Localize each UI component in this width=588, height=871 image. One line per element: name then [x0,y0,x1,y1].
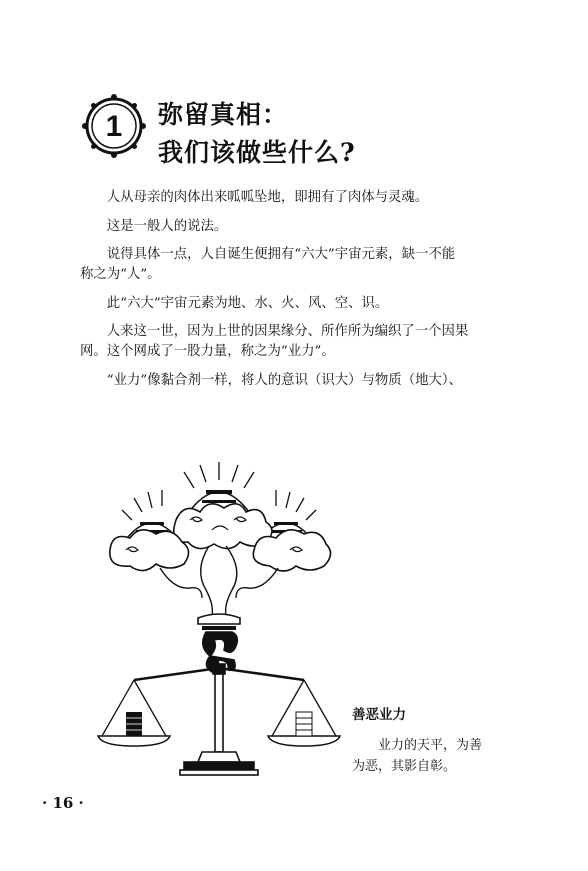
chapter-title-line2: 我们该做些什么? [158,138,356,167]
paragraph: 此“六大”宇宙元素为地、水、火、风、空、识。 [106,295,389,311]
paragraph: 这是一般人的说法。 [106,218,228,234]
page-number: · 16 · [42,794,84,812]
body-text [80,188,516,399]
paragraph: “业力”像黏合剂一样，将人的意识（识大）与物质（地大）、 [106,372,462,388]
illustration-caption [352,705,492,777]
paragraph-continuation: 网。这个网成了一股力量，称之为“业力”。 [80,344,335,359]
paragraph-continuation: 称之为“人”。 [80,267,161,282]
ornament-icon [203,632,238,656]
cloud-icon [110,504,331,571]
coin-stack-right-icon [296,712,312,736]
paragraph: 说得具体一点，人自诞生便拥有“六大”宇宙元素，缺一不能 [106,247,456,262]
chapter-title-line1: 弥留真相： [158,100,289,129]
paragraph: 人来这一世，因为上世的因果缘分、所作所为编织了一个因果 [106,324,469,339]
caption-title: 善恶业力 [352,707,406,723]
chapter-number: 1 [105,110,123,143]
caption-text: 业力的天平，为善为恶，其影自彰。 [352,738,483,774]
chapter-title [158,96,356,172]
paragraph: 人从母亲的肉体出来呱呱坠地，即拥有了肉体与灵魂。 [106,190,429,205]
chapter-number-badge [82,94,146,158]
karma-scale-illustration [94,450,344,785]
